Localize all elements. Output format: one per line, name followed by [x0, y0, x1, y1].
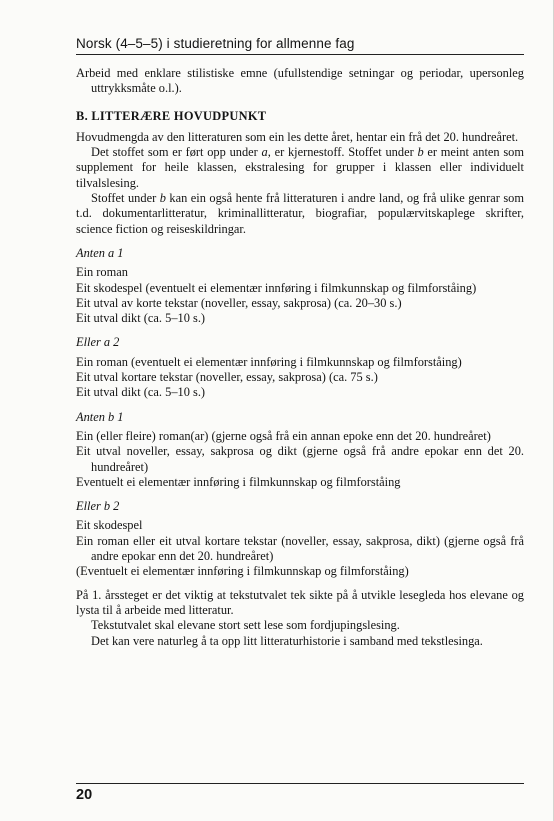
page-body [76, 66, 524, 649]
page-number: 20 [76, 787, 93, 803]
p2-text-c: er meint anten som supplement for heile klassen, ekstralesing for grupper i klassen eller individuelt tilvalslesing. [76, 145, 524, 190]
header-rule [76, 54, 524, 55]
p3-letter: b [159, 191, 166, 206]
option-a1-item: Eit utval dikt (ca. 5–10 s.) [76, 311, 206, 326]
option-a1-item: Eit utval av korte tekstar (noveller, essay, sakprosa) (ca. 20–30 s.) [76, 295, 402, 310]
closing-paragraph-2: Tekstutvalet skal elevane stort sett lese som fordjupingslesing. [91, 618, 400, 633]
option-a2-item: Eit utval kortare tekstar (noveller, essay, sakprosa) (ca. 75 s.) [76, 370, 378, 385]
p3-text-a: Stoffet under [91, 191, 160, 206]
option-b2-item: Ein roman eller eit utval kortare tekstar (noveller, essay, sakprosa, dikt) (gjerne også frå andre epokar enn det 20. hundreåret) [76, 533, 524, 564]
p2-letter-b: b [417, 145, 424, 160]
option-a1-item: Ein roman [76, 265, 128, 280]
p2-letter-a: a, [261, 145, 271, 160]
option-title-a2: Eller a 2 [76, 335, 120, 350]
section-title: B. LITTERÆRE HOVUDPUNKT [76, 108, 267, 123]
p2-text-b: er kjernestoff. Stoffet under [270, 145, 418, 160]
section-paragraph-2 [76, 145, 524, 191]
option-b1-item: Eventuelt ei elementær innføring i filmkunnskap og filmforståing [76, 474, 401, 489]
option-b1-item: Ein (eller fleire) roman(ar) (gjerne også frå ein annan epoke enn det 20. hundreåret) [76, 428, 491, 443]
p2-text-a: Det stoffet som er ført opp under [91, 145, 262, 160]
closing-paragraph-1: På 1. årssteget er det viktig at tekstutvalet tek sikte på å utvikle lesegleda hos elevane og lysta til å arbeide med litteratur. [76, 587, 524, 617]
intro-paragraph: Arbeid med enklare stilistiske emne (ufullstendige setningar og periodar, upersonleg uttrykksmåte o.l.). [76, 66, 524, 96]
section-paragraph-3 [76, 191, 524, 237]
option-b1-item: Eit utval noveller, essay, sakprosa og dikt (gjerne også frå andre epokar enn det 20. hundreåret) [76, 444, 524, 474]
option-a2-item: Ein roman (eventuelt ei elementær innføring i filmkunnskap og filmforståing) [76, 354, 462, 369]
option-a2-item: Eit utval dikt (ca. 5–10 s.) [76, 385, 206, 400]
option-b2-item: (Eventuelt ei elementær innføring i filmkunnskap og filmforståing) [76, 564, 409, 579]
running-header: Norsk (4–5–5) i studieretning for allmenne fag [76, 36, 355, 51]
option-title-a1: Anten a 1 [76, 245, 124, 260]
option-title-b1: Anten b 1 [76, 409, 124, 424]
option-title-b2: Eller b 2 [76, 499, 120, 514]
footer-rule [76, 783, 524, 784]
p3-text-b: kan ein også hente frå litteraturen i andre land, og frå ulike genrar som t.d. dokumentarlitteratur, kriminallitteratur, biografiar, populærvitskaplege skrifter, science fiction og reiseskildringar. [76, 191, 524, 236]
section-paragraph-1: Hovudmengda av den litteraturen som ein les dette året, hentar ein frå det 20. hundreåret. [76, 129, 519, 144]
closing-paragraph-3: Det kan vere naturleg å ta opp litt litteraturhistorie i samband med tekstlesinga. [91, 633, 483, 648]
option-b2-item: Eit skodespel [76, 518, 143, 533]
option-a1-item: Eit skodespel (eventuelt ei elementær innføring i filmkunnskap og filmforståing) [76, 280, 477, 295]
